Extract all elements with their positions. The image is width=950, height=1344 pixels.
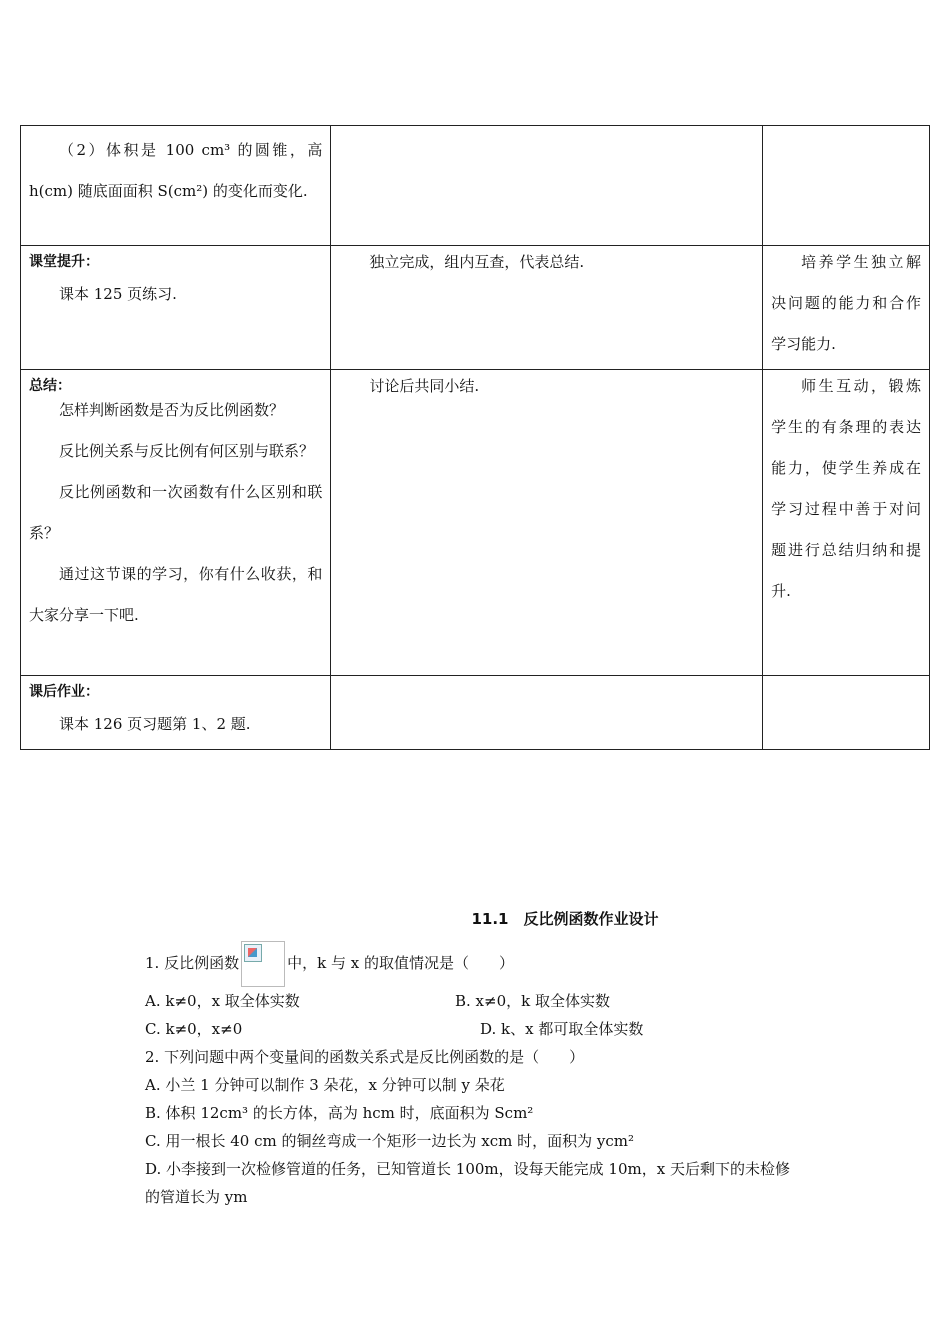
design-intent: 培养学生独立解决问题的能力和合作学习能力.	[771, 253, 921, 353]
cell-activity	[21, 370, 331, 676]
activity-text: 课本 125 页练习.	[59, 285, 177, 303]
summary-question: 反比例关系与反比例有何区别与联系？	[59, 442, 315, 460]
table-row	[21, 246, 930, 370]
option-c: C. 用一根长 40 cm 的铜丝弯成一个矩形一边长为 xcm 时，面积为 ycm²	[145, 1132, 634, 1150]
section-heading: 总结：	[29, 378, 71, 394]
activity-text: 课本 126 页习题第 1、2 题.	[59, 715, 251, 733]
cell-student	[331, 676, 763, 750]
question-1-suffix: 中，k 与 x 的取值情况是（ ）	[287, 954, 514, 972]
cell-student	[331, 370, 763, 676]
summary-question: 通过这节课的学习，你有什么收获，和大家分享一下吧.	[29, 565, 323, 624]
cone-volume-item: （2）体积是 100 cm³ 的圆锥，高 h(cm) 随底面面积 S(cm²) 的变化而变化.	[29, 141, 323, 200]
table-row	[21, 126, 930, 246]
homework-title: 11.1 反比例函数作业设计	[471, 910, 659, 928]
question-2: 2. 下列问题中两个变量间的函数关系式是反比例函数的是（ ）	[145, 1048, 585, 1066]
formula-image-icon	[241, 941, 285, 987]
option-a: A. 小兰 1 分钟可以制作 3 朵花，x 分钟可以制 y 朵花	[145, 1076, 505, 1094]
question-1	[145, 941, 845, 987]
cell-intent	[763, 246, 930, 370]
student-activity: 独立完成，组内互查，代表总结.	[369, 253, 585, 271]
option-d: D. 小李接到一次检修管道的任务，已知管道长 100m，设每天能完成 10m，x 天后剩下的未检修的管道长为 ym	[145, 1160, 790, 1206]
option-d: D. k、x 都可取全体实数	[480, 1020, 644, 1038]
cell-activity	[21, 676, 331, 750]
cell-intent	[763, 676, 930, 750]
cell-intent	[763, 370, 930, 676]
question-1-options-row	[145, 1015, 845, 1043]
option-a: A. k≠0，x 取全体实数	[145, 992, 300, 1010]
table-row	[21, 676, 930, 750]
summary-question: 怎样判断函数是否为反比例函数？	[59, 401, 285, 419]
homework-section	[145, 908, 845, 1211]
section-heading: 课后作业：	[29, 684, 99, 700]
cell-activity	[21, 126, 331, 246]
option-b: B. x≠0，k 取全体实数	[455, 992, 610, 1010]
cell-student	[331, 246, 763, 370]
cell-activity	[21, 246, 331, 370]
question-1-options-row	[145, 987, 845, 1015]
student-activity: 讨论后共同小结.	[369, 377, 480, 395]
option-b: B. 体积 12cm³ 的长方体，高为 hcm 时，底面积为 Scm²	[145, 1104, 534, 1122]
question-1-prefix: 1. 反比例函数	[145, 954, 240, 972]
option-c: C. k≠0，x≠0	[145, 1020, 243, 1038]
cell-intent	[763, 126, 930, 246]
lesson-plan-table	[20, 125, 930, 750]
cell-student	[331, 126, 763, 246]
table-row	[21, 370, 930, 676]
summary-question: 反比例函数和一次函数有什么区别和联系？	[29, 483, 323, 542]
design-intent: 师生互动，锻炼学生的有条理的表达能力，使学生养成在学习过程中善于对问题进行总结归纳和提升.	[771, 377, 921, 600]
section-heading: 课堂提升：	[29, 254, 99, 270]
